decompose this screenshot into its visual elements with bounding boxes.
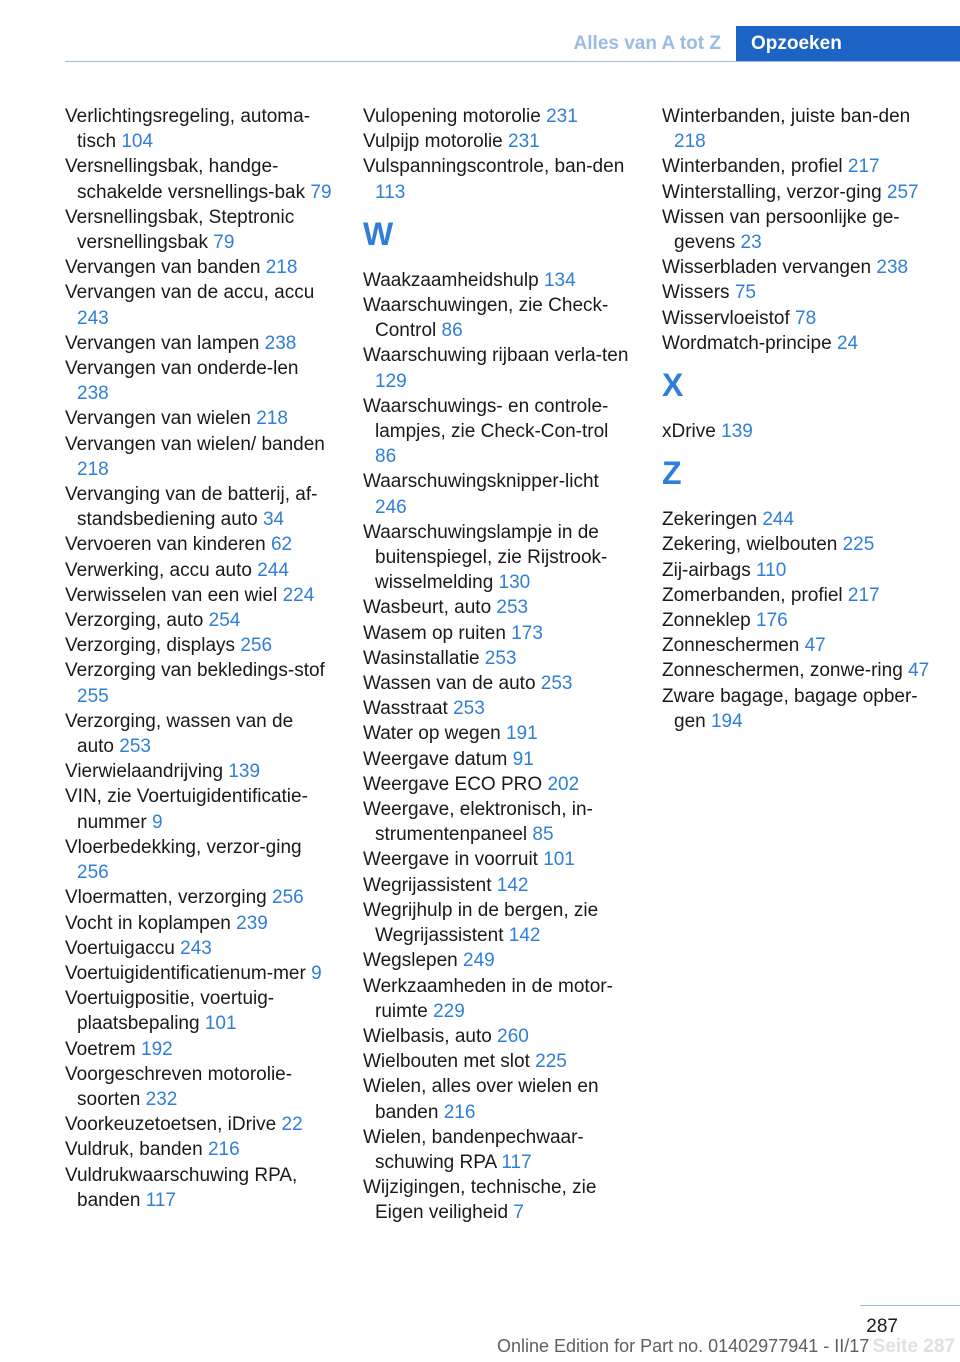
index-term: Weergave, elektronisch, in-strumentenpaneel — [363, 799, 593, 846]
page-reference-link[interactable]: 216 — [207, 1139, 240, 1161]
page-reference-link[interactable]: 218 — [77, 458, 109, 480]
index-term: Wielen, alles over wielen en banden — [363, 1076, 599, 1123]
index-term: Versnellingsbak, handge-schakelde versnellings-bak — [65, 156, 311, 203]
index-entry — [65, 432, 335, 482]
index-term: Vervangen van lampen — [65, 332, 265, 354]
page-reference-link[interactable]: 238 — [77, 383, 109, 405]
page-reference-link[interactable]: 91 — [512, 748, 534, 770]
index-entry — [363, 621, 633, 646]
index-term: Zekering, wielbouten — [662, 534, 843, 556]
index-term: Zomerbanden, profiel — [662, 584, 848, 606]
index-term: Wielbouten met slot — [363, 1051, 536, 1073]
index-entry — [65, 532, 335, 557]
page-reference-link[interactable]: 253 — [484, 647, 517, 669]
index-letter-heading: X — [662, 367, 684, 404]
index-term: Verzorging, displays — [65, 635, 241, 657]
index-entry — [363, 469, 633, 519]
page-reference-link[interactable]: 23 — [740, 232, 762, 254]
index-term: Vierwielaandrijving — [65, 761, 229, 783]
index-entry — [662, 658, 932, 683]
index-term: Wijzigingen, technische, zie Eigen veiligheid — [363, 1177, 597, 1224]
index-entry — [662, 180, 932, 205]
index-entry — [65, 104, 335, 154]
page-reference-link[interactable]: 253 — [496, 597, 529, 619]
index-term: Weergave ECO PRO — [363, 773, 548, 795]
index-entry — [363, 873, 633, 898]
index-entry — [65, 255, 335, 280]
index-term: Verlichtingsregeling, automa-tisch — [65, 106, 311, 153]
index-entry — [65, 658, 335, 708]
index-term: Waarschuwingslampje in de buitenspiegel, zie Rijstrook-wisselmelding — [363, 521, 608, 594]
index-term: Vloerbedekking, verzor-ging — [65, 836, 302, 858]
edition-footer: Online Edition for Part no. 01402977941 - II/17 — [497, 1336, 870, 1356]
page-reference-link[interactable]: 238 — [264, 332, 297, 354]
index-term: Verzorging van bekledings-stof — [65, 660, 325, 682]
page-reference-link[interactable]: 243 — [77, 307, 109, 329]
index-entry — [65, 482, 335, 532]
page-reference-link[interactable]: 244 — [762, 509, 795, 531]
page-reference-link[interactable]: 232 — [145, 1088, 178, 1110]
index-entry — [363, 1074, 633, 1124]
index-term: Waarschuwings- en controle-lampjes, zie Check-Con-trol — [363, 395, 609, 443]
index-entry — [363, 847, 633, 872]
page-reference-link[interactable]: 173 — [511, 622, 543, 644]
page-reference-link[interactable]: 104 — [121, 131, 154, 153]
page-reference-link[interactable]: 218 — [674, 131, 706, 153]
index-term: Vervangen van de accu, accu — [65, 282, 315, 304]
index-term: Zekeringen — [662, 509, 763, 531]
index-term: xDrive — [662, 421, 722, 443]
index-entry — [65, 583, 335, 608]
page-reference-link[interactable]: 216 — [443, 1101, 476, 1123]
page-reference-link[interactable]: 194 — [710, 710, 743, 732]
index-entry — [65, 1163, 335, 1213]
page-reference-link[interactable]: 239 — [236, 912, 268, 934]
page-reference-link[interactable]: 225 — [842, 534, 875, 556]
index-entry — [662, 104, 932, 154]
index-term: Zij-airbags — [662, 559, 756, 581]
index-entry — [662, 306, 932, 331]
index-entry — [363, 646, 633, 671]
index-entry — [363, 797, 633, 847]
index-entry — [662, 154, 932, 179]
page-reference-link[interactable]: 224 — [282, 584, 315, 606]
page-reference-link[interactable]: 255 — [77, 685, 109, 707]
index-term: Waarschuwingsknipper-licht — [363, 471, 599, 493]
index-entry — [363, 595, 633, 620]
page-reference-link[interactable]: 110 — [755, 559, 787, 581]
header-section-title: Alles van A tot Z — [573, 32, 721, 54]
page-reference-link[interactable]: 191 — [505, 723, 538, 745]
index-entry — [65, 961, 335, 986]
index-term: Winterstalling, verzor-ging — [662, 181, 887, 203]
index-term: Verwerking, accu auto — [65, 559, 258, 581]
page-reference-link[interactable]: 142 — [508, 925, 541, 947]
index-entry — [65, 1137, 335, 1162]
index-term: Vuldrukwaarschuwing RPA, banden — [65, 1164, 298, 1211]
index-entry — [363, 696, 633, 721]
index-entry — [363, 154, 633, 204]
index-entry — [65, 154, 335, 204]
index-entry — [662, 532, 932, 557]
index-entry — [65, 986, 335, 1036]
page-reference-link[interactable]: 260 — [497, 1025, 529, 1047]
page-reference-link[interactable]: 246 — [375, 496, 407, 518]
index-entry — [363, 671, 633, 696]
index-term: Zonneklep — [662, 610, 757, 632]
index-term: Vulspanningscontrole, ban-den — [363, 156, 625, 178]
index-term: Wissers — [662, 282, 735, 304]
header-tab-opzoeken[interactable]: Opzoeken — [736, 26, 960, 61]
page-reference-link[interactable]: 229 — [433, 1000, 465, 1022]
page-reference-link[interactable]: 225 — [535, 1051, 567, 1073]
index-entry — [65, 784, 335, 834]
page-reference-link[interactable]: 231 — [508, 131, 540, 153]
index-column-3 — [662, 104, 932, 734]
page-reference-link[interactable]: 253 — [453, 698, 485, 720]
index-entry — [363, 1049, 633, 1074]
page-reference-link[interactable]: 218 — [256, 408, 288, 430]
page-reference-link[interactable]: 117 — [501, 1151, 532, 1173]
page-reference-link[interactable]: 34 — [262, 509, 285, 531]
index-term: Voorkeuzetoetsen, iDrive — [65, 1114, 282, 1136]
index-term: Wordmatch-principe — [662, 332, 837, 354]
index-term: Winterbanden, profiel — [662, 156, 848, 178]
index-entry — [65, 280, 335, 330]
page-number: 287 — [866, 1316, 898, 1337]
index-term: Zonneschermen, zonwe-ring — [662, 660, 909, 682]
page-reference-link[interactable]: 176 — [756, 610, 788, 632]
index-term: Wielbasis, auto — [363, 1025, 498, 1047]
index-term: Voorgeschreven motorolie-soorten — [65, 1063, 293, 1110]
header-rule — [65, 61, 960, 62]
page-reference-link[interactable]: 86 — [441, 320, 463, 342]
page-reference-link[interactable]: 253 — [119, 736, 151, 758]
index-entry — [65, 1037, 335, 1062]
index-term: Wisserbladen vervangen — [662, 257, 877, 279]
index-entry — [363, 1024, 633, 1049]
page-reference-link[interactable]: 47 — [908, 660, 930, 682]
index-entry — [363, 104, 633, 129]
index-entry — [363, 293, 633, 343]
page-reference-link[interactable]: 130 — [498, 572, 531, 594]
index-term: Voertuigpositie, voertuig-plaatsbepaling — [65, 988, 275, 1035]
index-term: Vervangen van onderde-len — [65, 358, 299, 380]
page-reference-link[interactable]: 257 — [886, 181, 919, 203]
page-reference-link[interactable]: 202 — [547, 773, 580, 795]
index-entry — [65, 835, 335, 885]
page-reference-link[interactable]: 253 — [540, 673, 573, 695]
index-entry — [65, 558, 335, 583]
index-term: Vervangen van wielen — [65, 408, 257, 430]
index-entry — [65, 633, 335, 658]
index-term: Vloermatten, verzorging — [65, 887, 272, 909]
page-reference-link[interactable]: 142 — [496, 874, 529, 896]
index-entry — [363, 343, 633, 393]
index-entry — [65, 709, 335, 759]
index-entry — [65, 205, 335, 255]
page-reference-link[interactable]: 139 — [228, 761, 261, 783]
index-term: Verzorging, auto — [65, 610, 209, 632]
index-entry — [65, 1112, 335, 1137]
page-reference-link[interactable]: 24 — [836, 332, 859, 354]
page-reference-link[interactable]: 218 — [265, 257, 298, 279]
page-reference-link[interactable]: 113 — [375, 181, 406, 203]
page-reference-link[interactable]: 217 — [847, 156, 880, 178]
index-entry — [363, 721, 633, 746]
index-term: Verwisselen van een wiel — [65, 584, 283, 606]
index-entry — [662, 507, 932, 532]
page-reference-link[interactable]: 9 — [151, 811, 163, 833]
index-term: Vocht in koplampen — [65, 912, 237, 934]
index-term: Wasinstallatie — [363, 647, 485, 669]
index-entry — [363, 1175, 633, 1225]
index-entry — [662, 255, 932, 280]
index-term: Voertuigidentificatienum-mer — [65, 962, 312, 984]
index-entry — [662, 419, 932, 444]
index-entry — [662, 280, 932, 305]
index-term: Wegslepen — [363, 950, 463, 972]
index-entry — [65, 356, 335, 406]
index-term: Waakzaamheidshulp — [363, 269, 544, 291]
index-entry — [363, 1125, 633, 1175]
page-reference-link[interactable]: 101 — [204, 1013, 237, 1035]
page-reference-link[interactable]: 139 — [721, 421, 753, 443]
index-term: Weergave datum — [363, 748, 513, 770]
index-term: Vervoeren van kinderen — [65, 534, 271, 556]
page-reference-link[interactable]: 22 — [281, 1114, 303, 1136]
page-reference-link[interactable]: 256 — [272, 887, 304, 909]
index-entry — [363, 772, 633, 797]
index-term: Voertuigaccu — [65, 937, 181, 959]
index-entry — [662, 633, 932, 658]
index-entry — [65, 936, 335, 961]
index-term: Winterbanden, juiste ban-den — [662, 106, 911, 127]
page-reference-link[interactable]: 129 — [375, 370, 407, 392]
index-term: Versnellingsbak, Steptronic versnellingsbak — [65, 206, 295, 254]
index-entry — [662, 583, 932, 608]
page-reference-link[interactable]: 101 — [543, 849, 575, 871]
page-reference-link[interactable]: 62 — [270, 534, 293, 556]
index-term: Vulopening motorolie — [363, 106, 547, 127]
index-term: Wasem op ruiten — [363, 622, 512, 644]
index-letter-heading: W — [363, 215, 394, 252]
page-reference-link[interactable]: 244 — [257, 559, 289, 581]
index-entry — [662, 205, 932, 255]
index-entry — [65, 885, 335, 910]
index-entry — [363, 747, 633, 772]
index-term: Werkzaamheden in de motor-ruimte — [363, 975, 613, 1022]
index-entry — [363, 129, 633, 154]
index-entry — [662, 558, 932, 583]
index-entry — [65, 911, 335, 936]
index-term: Vervanging van de batterij, af-standsbediening auto — [65, 484, 318, 531]
index-entry — [65, 759, 335, 784]
page-reference-link[interactable]: 79 — [310, 181, 332, 203]
index-term: Zonneschermen — [662, 635, 805, 657]
index-term: Water op wegen — [363, 723, 506, 745]
index-term: Vulpijp motorolie — [363, 131, 509, 153]
index-entry — [65, 331, 335, 356]
page-reference-link[interactable]: 134 — [543, 269, 576, 291]
page-reference-link[interactable]: 256 — [240, 635, 273, 657]
index-term: Vervangen van banden — [65, 257, 266, 279]
index-term: Waarschuwingen, zie Check-Control — [363, 295, 609, 342]
index-term: Vuldruk, banden — [65, 1139, 208, 1161]
index-entry — [65, 608, 335, 633]
page-reference-link[interactable]: 85 — [532, 824, 554, 846]
watermark: Seite 287 — [872, 1336, 955, 1357]
page-reference-link[interactable]: 79 — [213, 232, 235, 254]
page-reference-link[interactable]: 249 — [463, 950, 495, 972]
index-entry — [65, 1062, 335, 1112]
index-term: Wasstraat — [363, 698, 454, 720]
page-reference-link[interactable]: 7 — [513, 1202, 524, 1224]
index-term: Wisservloeistof — [662, 307, 796, 329]
index-letter-heading: Z — [662, 455, 682, 492]
page-reference-link[interactable]: 9 — [311, 962, 322, 984]
index-term: Verzorging, wassen van de auto — [65, 710, 294, 758]
index-entry — [363, 394, 633, 470]
index-term: Zware bagage, bagage opber-gen — [662, 685, 918, 732]
index-entry — [363, 948, 633, 973]
index-entry — [662, 684, 932, 734]
page-reference-link[interactable]: 256 — [77, 862, 109, 884]
page-reference-link[interactable]: 243 — [180, 937, 212, 959]
page-reference-link[interactable]: 75 — [734, 282, 756, 304]
index-term: Vervangen van wielen/ banden — [65, 433, 325, 455]
index-term: Wissen van persoonlijke ge-gevens — [662, 206, 900, 254]
index-column-1 — [65, 104, 335, 1213]
index-term: Wegrijhulp in de bergen, zie Wegrijassistent — [363, 899, 599, 947]
footer-rule — [860, 1305, 960, 1306]
index-entry — [363, 898, 633, 948]
page-reference-link[interactable]: 192 — [141, 1038, 173, 1060]
page-reference-link[interactable]: 47 — [804, 635, 826, 657]
page-reference-link[interactable]: 217 — [847, 584, 880, 606]
index-column-2 — [363, 104, 633, 1226]
page-reference-link[interactable]: 86 — [375, 446, 397, 468]
index-term: Wassen van de auto — [363, 673, 541, 695]
index-term: Waarschuwing rijbaan verla-ten — [363, 345, 629, 367]
index-entry — [363, 974, 633, 1024]
index-term: VIN, zie Voertuigidentificatie-nummer — [65, 786, 308, 833]
index-entry — [363, 520, 633, 596]
index-term: Voetrem — [65, 1038, 142, 1060]
index-entry — [662, 608, 932, 633]
index-term: Wegrijassistent — [363, 874, 497, 896]
page-reference-link[interactable]: 117 — [145, 1189, 176, 1211]
page-reference-link[interactable]: 78 — [795, 307, 817, 329]
page-reference-link[interactable]: 254 — [208, 610, 241, 632]
index-term: Wielen, bandenpechwaar-schuwing RPA — [363, 1126, 584, 1173]
page-reference-link[interactable]: 231 — [546, 106, 578, 127]
index-entry — [662, 331, 932, 356]
index-entry — [363, 268, 633, 293]
index-term: Wasbeurt, auto — [363, 597, 497, 619]
page-reference-link[interactable]: 238 — [876, 257, 909, 279]
index-term: Weergave in voorruit — [363, 849, 544, 871]
index-entry — [65, 406, 335, 431]
